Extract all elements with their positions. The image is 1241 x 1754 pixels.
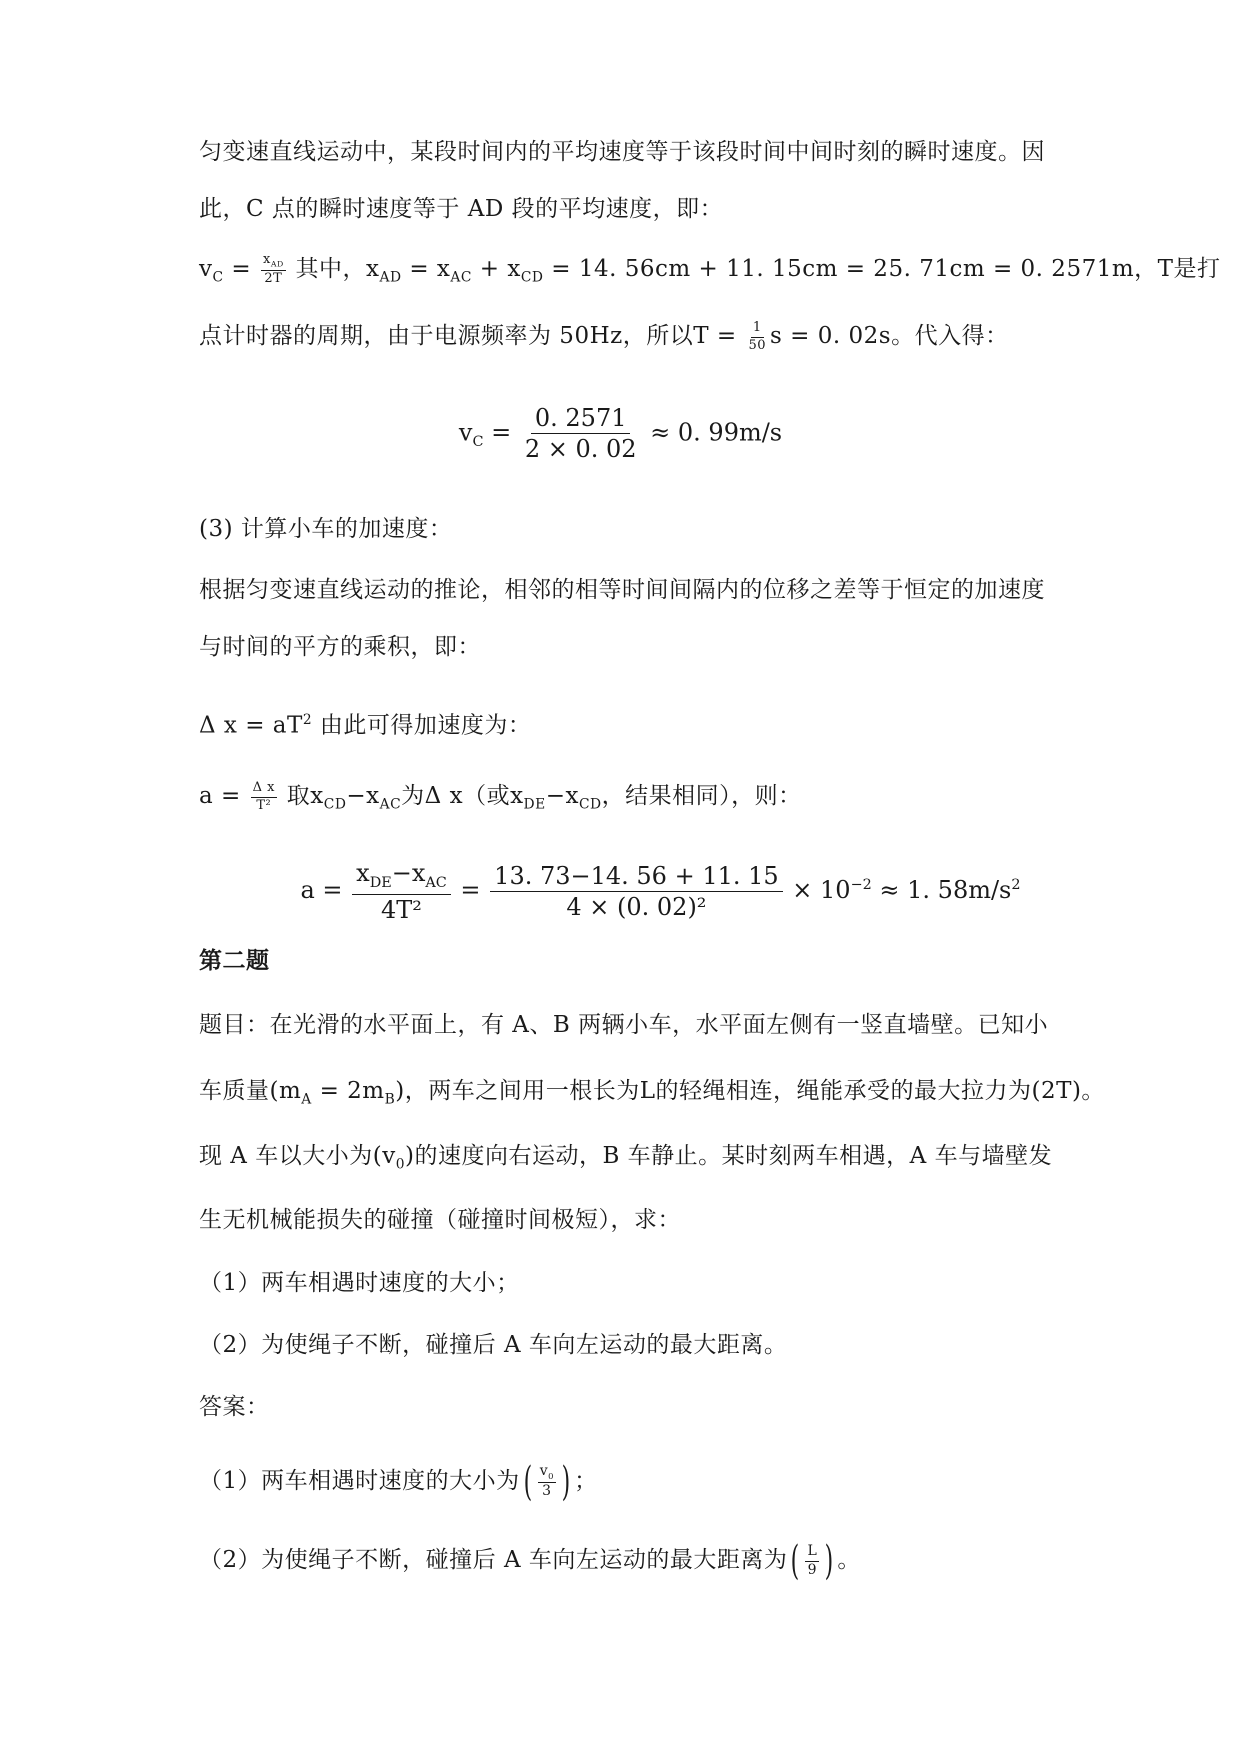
section-step-3 bbox=[199, 513, 452, 545]
left-paren-icon: ( bbox=[523, 1459, 533, 1505]
frac-num: x bbox=[356, 859, 370, 887]
equals-sign: = bbox=[483, 418, 519, 447]
text-run: 。 bbox=[837, 1547, 861, 1573]
text-run: （2）为使绳子不断，碰撞后 A 车向左运动的最大距离为 bbox=[199, 1547, 788, 1573]
text-run: a = bbox=[300, 876, 351, 905]
paragraph-line-8 bbox=[199, 631, 481, 663]
right-paren-icon: ) bbox=[561, 1459, 571, 1505]
question-part-2 bbox=[199, 1329, 787, 1361]
question-line-1 bbox=[199, 1009, 1048, 1041]
text-run: （1）两车相遇时速度的大小为 bbox=[199, 1468, 520, 1494]
answer-part-2 bbox=[199, 1538, 861, 1584]
frac-num: 1 bbox=[751, 321, 764, 337]
fraction-numeric bbox=[490, 863, 782, 921]
var-v: v bbox=[458, 418, 473, 447]
fraction-1-over-50 bbox=[747, 321, 769, 353]
question-line-2 bbox=[199, 1075, 1105, 1116]
answer-part-1 bbox=[199, 1459, 598, 1505]
paragraph-line-1 bbox=[199, 136, 1045, 168]
frac-num: v bbox=[539, 1463, 549, 1480]
text-run: ，结果相同），则： bbox=[601, 783, 802, 809]
subscript: A bbox=[301, 1091, 312, 1108]
text-run: Δ x = aT bbox=[199, 712, 303, 739]
text-run: = 14. 56cm + 11. 15cm = 25. 71cm = 0. 2571m，T是打 bbox=[543, 256, 1221, 282]
frac-num: 13. 73−14. 56 + 11. 15 bbox=[490, 863, 782, 892]
subscript: 0 bbox=[548, 1471, 555, 1482]
text-run: −x bbox=[346, 783, 380, 809]
text-run: 匀变速直线运动中，某段时间内的平均速度等于该段时间中间时刻的瞬时速度。因 bbox=[199, 139, 1045, 165]
question-part-1 bbox=[199, 1267, 520, 1299]
text-run: 点计时器的周期，由于电源频率为 50Hz，所以T = bbox=[199, 323, 745, 349]
subscript: AD bbox=[270, 259, 284, 269]
frac-num: x bbox=[262, 252, 271, 268]
formula-a-definition bbox=[199, 780, 802, 821]
frac-den: 2T bbox=[264, 271, 283, 287]
frac-den: T² bbox=[256, 797, 272, 813]
text-run: 生无机械能损失的碰撞（碰撞时间极短），求： bbox=[199, 1207, 681, 1233]
text-run: = x bbox=[401, 256, 451, 282]
equals-sign: = bbox=[452, 876, 489, 905]
frac-den: 4 × (0. 02)² bbox=[566, 893, 707, 922]
formula-vc-result bbox=[0, 405, 1241, 463]
formula-dx-at2 bbox=[199, 704, 531, 742]
text-run: （2）为使绳子不断，碰撞后 A 车向左运动的最大距离。 bbox=[199, 1332, 788, 1358]
subscript: CD bbox=[578, 796, 602, 813]
fraction-l-over-9 bbox=[805, 1544, 819, 1578]
text-run: 为Δ x（或x bbox=[401, 783, 524, 809]
text-run: 车质量(m bbox=[199, 1078, 302, 1104]
superscript: 2 bbox=[302, 712, 313, 728]
subscript: C bbox=[472, 434, 484, 451]
text-run: （1）两车相遇时速度的大小； bbox=[199, 1270, 520, 1296]
var-x: x bbox=[366, 256, 380, 282]
right-paren-icon: ) bbox=[824, 1538, 834, 1584]
subscript: CD bbox=[520, 269, 544, 286]
frac-num: L bbox=[805, 1544, 819, 1561]
text-run: )的速度向右运动，B 车静止。某时刻两车相遇，A 车与墙壁发 bbox=[404, 1143, 1053, 1169]
heading-text: 第二题 bbox=[199, 948, 270, 974]
text-run: 由此可得加速度为： bbox=[312, 712, 532, 739]
heading-question-2 bbox=[199, 945, 270, 977]
text-run: + x bbox=[471, 256, 521, 282]
text-run: 题目：在光滑的水平面上，有 A、B 两辆小车，水平面左侧有一竖直墙壁。已知小 bbox=[199, 1012, 1049, 1038]
text-run: 此，C 点的瞬时速度等于 AD 段的平均速度，即： bbox=[199, 196, 724, 222]
paragraph-line-7 bbox=[199, 574, 1045, 606]
question-line-4 bbox=[199, 1204, 681, 1236]
subscript: DE bbox=[369, 874, 392, 891]
subscript: B bbox=[384, 1091, 396, 1108]
text-run: ； bbox=[574, 1468, 598, 1494]
frac-num: 0. 2571 bbox=[531, 405, 631, 434]
fraction-v0-over-3 bbox=[538, 1464, 556, 1499]
subscript: DE bbox=[523, 796, 546, 813]
text-run: × 10 bbox=[784, 876, 851, 905]
paragraph-line-2 bbox=[199, 193, 723, 225]
fraction-vc bbox=[521, 405, 641, 463]
text-run: ≈ 1. 58m/s bbox=[871, 876, 1012, 905]
formula-a-result bbox=[40, 860, 1241, 923]
fraction-dx-over-t2 bbox=[251, 781, 277, 813]
text-run: a = bbox=[199, 783, 249, 809]
frac-num: −x bbox=[391, 859, 426, 887]
frac-num: Δ x bbox=[251, 781, 277, 797]
subscript: AC bbox=[450, 269, 472, 286]
question-line-3 bbox=[199, 1140, 1052, 1181]
text-run: 其中， bbox=[287, 256, 367, 282]
fraction-xad-over-2t bbox=[261, 253, 286, 286]
text-run: )，两车之间用一根长为L的轻绳相连，绳能承受的最大拉力为(2T)。 bbox=[395, 1078, 1105, 1104]
paragraph-line-4 bbox=[199, 320, 1009, 353]
frac-den: 50 bbox=[748, 337, 767, 353]
subscript: AC bbox=[379, 796, 402, 813]
text-run: 与时间的平方的乘积，即： bbox=[199, 634, 481, 660]
text-run: = 2m bbox=[311, 1078, 385, 1104]
text-run: −x bbox=[545, 783, 579, 809]
subscript: AC bbox=[425, 874, 447, 891]
subscript: CD bbox=[323, 796, 347, 813]
text-run: 答案： bbox=[199, 1394, 270, 1420]
superscript: 2 bbox=[1011, 877, 1021, 894]
var-v: v bbox=[199, 256, 213, 282]
formula-line-vc-definition bbox=[199, 253, 1221, 294]
frac-den: 9 bbox=[807, 1561, 818, 1578]
text-run: 根据匀变速直线运动的推论，相邻的相等时间间隔内的位移之差等于恒定的加速度 bbox=[199, 577, 1045, 603]
subscript: AD bbox=[379, 269, 402, 286]
equals-sign: = bbox=[223, 256, 259, 282]
frac-den: 4T² bbox=[381, 895, 422, 924]
text-run: s = 0. 02s。代入得： bbox=[770, 323, 1009, 349]
superscript: −2 bbox=[850, 877, 872, 894]
frac-den: 2 × 0. 02 bbox=[524, 435, 637, 464]
text-run: 取x bbox=[278, 783, 324, 809]
text-run: ≈ 0. 99m/s bbox=[642, 418, 783, 447]
left-paren-icon: ( bbox=[790, 1538, 800, 1584]
fraction-dx-over-4t2 bbox=[352, 860, 451, 923]
subscript: C bbox=[212, 269, 224, 286]
answer-label bbox=[199, 1391, 270, 1423]
text-run: 现 A 车以大小为(v bbox=[199, 1143, 396, 1169]
frac-den: 3 bbox=[542, 1483, 552, 1500]
subscript: 0 bbox=[395, 1156, 405, 1173]
text-run: (3) 计算小车的加速度： bbox=[199, 516, 453, 542]
